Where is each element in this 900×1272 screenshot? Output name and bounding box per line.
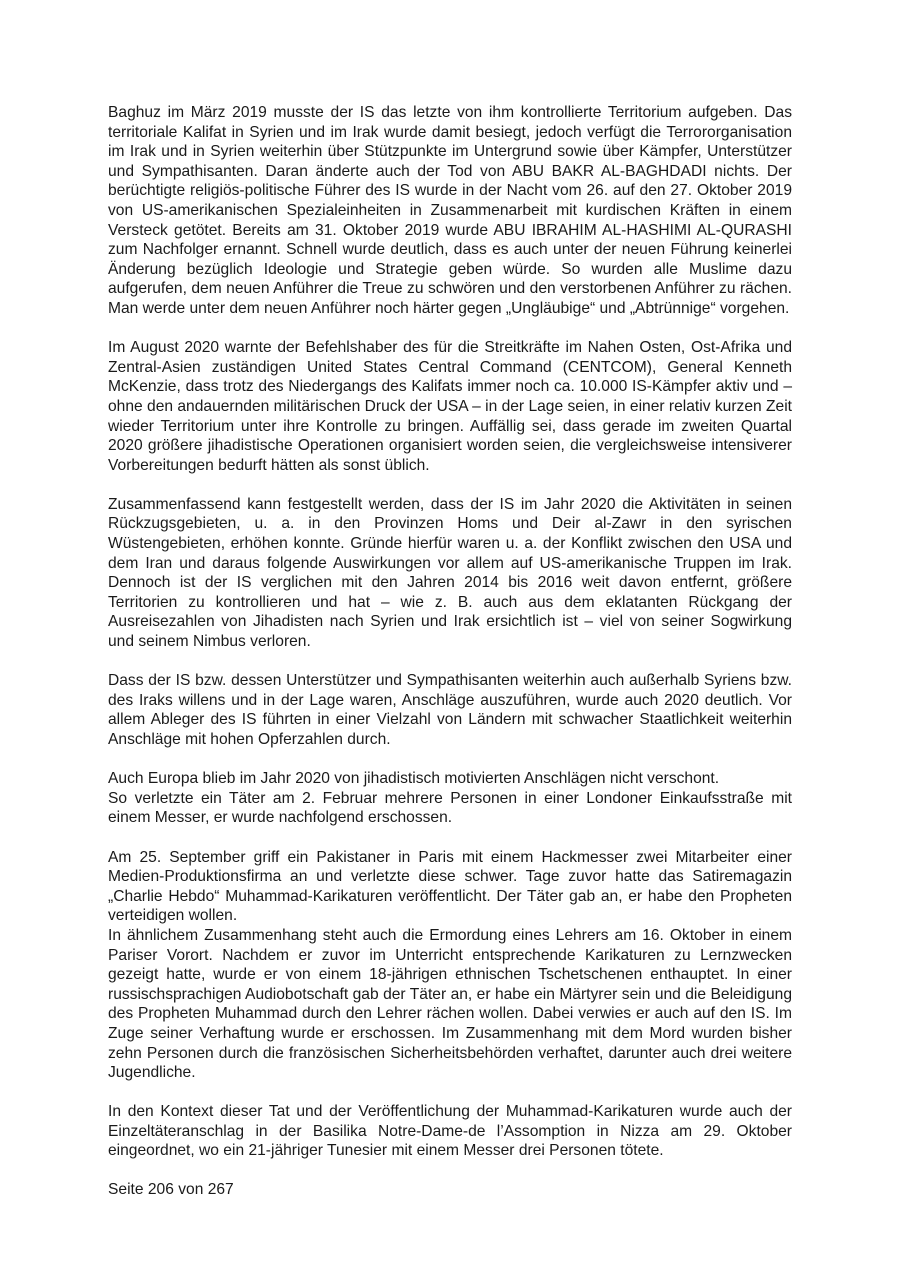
paragraph-baghuz: Baghuz im März 2019 musste der IS das letzte von ihm kontrollierte Territorium aufgeben. Das territoriale Kalifat in Syrien und im Irak wurde damit besiegt, jedoch verfügt die Terrororganisation im Irak und in Syrien weiterhin über Stützpunkte im Untergrund sowie über Kämpfer, Unterstützer und Sympathisanten. Daran änderte auch der Tod von ABU BAKR AL-BAGHDADI nichts. Der berüchtigte religiös-politische Führer des IS wurde in der Nacht vom 26. auf den 27. Oktober 2019 von US-amerikanischen Spezialeinheiten in Zusammenarbeit mit kurdischen Kräften in einem Versteck getötet. Bereits am 31. Oktober 2019 wurde ABU IBRAHIM AL-HASHIMI AL-QURASHI zum Nachfolger ernannt. Schnell wurde deutlich, dass es auch unter der neuen Führung keinerlei Änderung bezüglich Ideologie und Strategie geben würde. So wurden alle Muslime dazu aufgerufen, dem neuen Anführer die Treue zu schwören und den verstorbenen Anführer zu rächen. Man werde unter dem neuen Anführer noch härter gegen „Ungläubige“ und „Abtrünnige“ vorgehen. xyxy=(108,104,792,317)
paragraph-paris xyxy=(108,848,792,1083)
paragraph-nice: In den Kontext dieser Tat und der Veröffentlichung der Muhammad-Karikaturen wurde auch der Einzeltäteranschlag in der Basilika Notre-Dame-de l’Assomption in Nizza am 29. Oktober eingeordnet, wo ein 21-jähriger Tunesier mit einem Messer drei Personen tötete. xyxy=(108,1103,792,1160)
page-number: Seite 206 von 267 xyxy=(108,1181,234,1198)
paris-attack-text: Am 25. September griff ein Pakistaner in Paris mit einem Hackmesser zwei Mitarbeiter einer Medien-Produktionsfirma an und verletzte diese schwer. Tage zuvor hatte das Satiremagazin „Charlie Hebdo“ Muhammad-Karikaturen veröffentlicht. Der Täter gab an, er habe den Propheten verteidigen wollen. xyxy=(108,848,792,925)
europe-intro-line: Auch Europa blieb im Jahr 2020 von jihadistisch motivierten Anschlägen nicht verschont. xyxy=(108,770,720,788)
paragraph-summary: Zusammenfassend kann festgestellt werden, dass der IS im Jahr 2020 die Aktivitäten in seinen Rückzugsgebieten, u. a. in den Provinzen Homs und Deir al-Zawr in den syrischen Wüstengebieten, erhöhen konnte. Gründe hierfür waren u. a. der Konflikt zwischen den USA und dem Iran und daraus folgende Auswirkungen vor allem auf US-amerikanische Truppen im Irak. Dennoch ist der IS verglichen mit den Jahren 2014 bis 2016 weit davon entfernt, größere Territorien zu kontrollieren und hat – wie z. B. auch aus dem eklatanten Rückgang der Ausreisezahlen von Jihadisten nach Syrien und Irak ersichtlich ist – viel von seiner Sogwirkung und seinem Nimbus verloren. xyxy=(108,495,792,651)
london-attack-text: So verletzte ein Täter am 2. Februar mehrere Personen in einer Londoner Einkaufsstraße mit einem Messer, er wurde nachfolgend erschossen. xyxy=(108,789,792,827)
teacher-murder-text: In ähnlichem Zusammenhang steht auch die Ermordung eines Lehrers am 16. Oktober in einem Pariser Vorort. Nachdem er zuvor im Unterricht entsprechende Karikaturen zu Lernzwecken gezeigt hatte, wurde er von einem 18-jährigen ethnischen Tschetschenen enthauptet. In einer russischsprachigen Audiobotschaft gab der Täter an, er habe ein Märtyrer sein und die Beleidigung des Propheten Muhammad durch den Lehrer rächen wollen. Dabei verwies er auch auf den IS. Im Zuge seiner Verhaftung wurde er erschossen. Im Zusammenhang mit dem Mord wurden bisher zehn Personen durch die französischen Sicherheitsbehörden verhaftet, darunter auch drei weitere Jugendliche. xyxy=(108,926,792,1082)
paragraph-europe xyxy=(108,769,792,828)
paragraph-affiliates: Dass der IS bzw. dessen Unterstützer und Sympathisanten weiterhin auch außerhalb Syriens bzw. des Iraks willens und in der Lage waren, Anschläge auszuführen, wurde auch 2020 deutlich. Vor allem Ableger des IS führten in einer Vielzahl von Ländern mit schwacher Staatlichkeit weiterhin Anschläge mit hohen Opferzahlen durch. xyxy=(108,672,792,748)
paragraph-centcom: Im August 2020 warnte der Befehlshaber des für die Streitkräfte im Nahen Osten, Ost-Afrika und Zentral-Asien zuständigen United States Central Command (CENTCOM), General Kenneth McKenzie, dass trotz des Niedergangs des Kalifats immer noch ca. 10.000 IS-Kämpfer aktiv und – ohne den andauernden militärischen Druck der USA – in der Lage seien, in einer relativ kurzen Zeit wieder Territorium unter ihre Kontrolle zu bringen. Auffällig sei, dass gerade im zweiten Quartal 2020 größere jihadistische Operationen organisiert worden seien, die vergleichsweise intensiverer Vorbereitungen bedurft hätten als sonst üblich. xyxy=(108,339,792,474)
document-body xyxy=(108,103,792,1181)
